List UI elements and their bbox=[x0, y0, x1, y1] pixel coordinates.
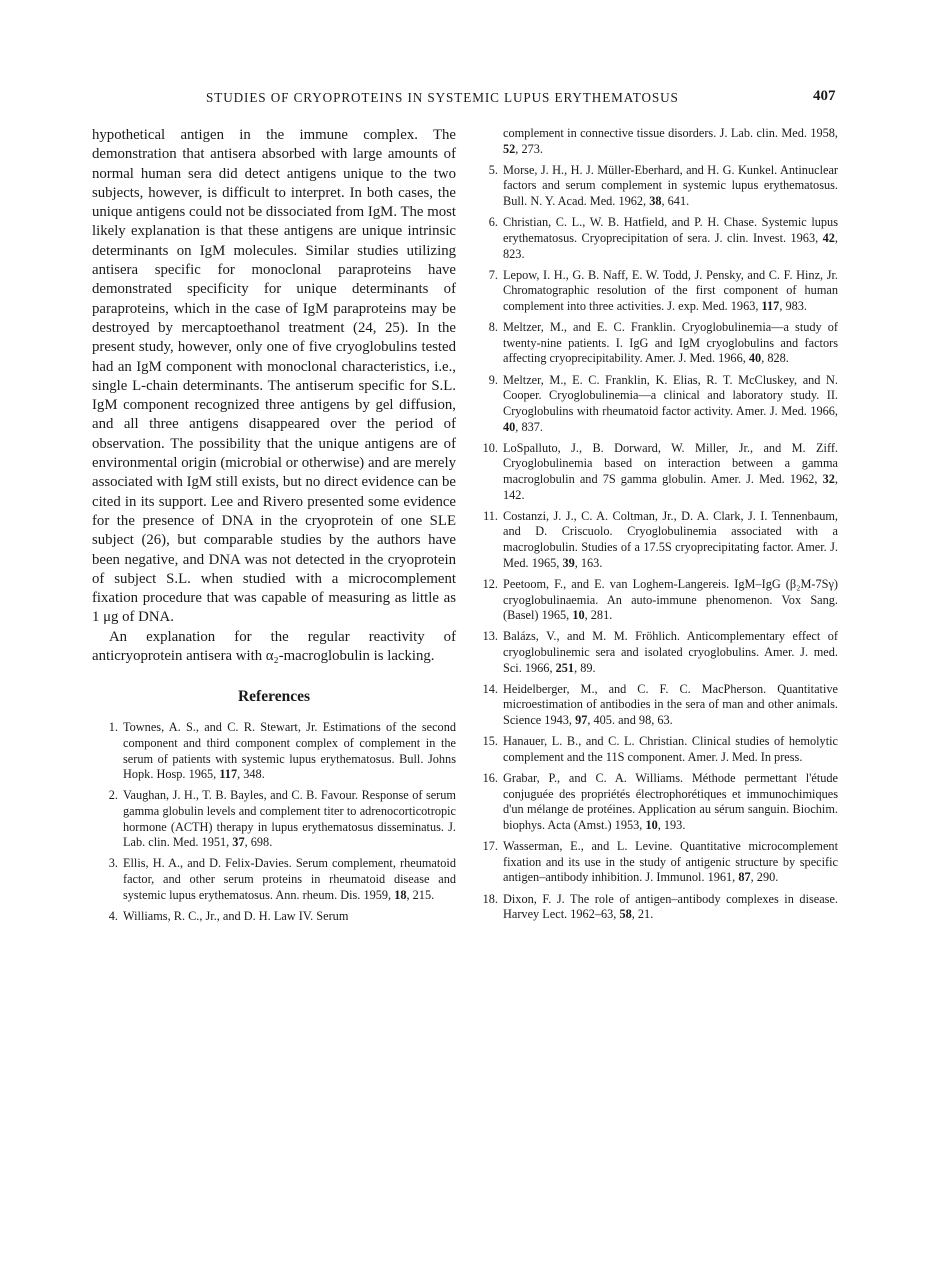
references-heading: References bbox=[237, 688, 310, 706]
reference-item bbox=[472, 892, 838, 923]
reference-number: 17. bbox=[482, 839, 498, 854]
reference-text: LoSpalluto, J., B. Dorward, W. Miller, Jr., and M. Ziff. Cryoglobulinemia based on interaction between a gamma macroglobulin and 7S gamma globulin. Amer. J. Med. 1962, 32, 142. bbox=[503, 440, 838, 502]
reference-text: Meltzer, M., E. C. Franklin, K. Elias, R. T. McCluskey, and N. Cooper. Cryoglobulinemia—a clinical and laboratory study. II. Cryoglobulins with rheumatoid factor activity. Amer. J. Med. 1966, 40, 837. bbox=[503, 372, 838, 434]
reference-text: Christian, C. L., W. B. Hatfield, and P. H. Chase. Systemic lupus erythematosus. Cryoprecipitation of sera. J. clin. Invest. 1963, 42, 823. bbox=[503, 215, 838, 261]
reference-number: 5. bbox=[488, 162, 498, 177]
reference-item bbox=[472, 268, 838, 315]
reference-item bbox=[92, 720, 456, 782]
reference-text: Dixon, F. J. The role of antigen–antibody complexes in disease. Harvey Lect. 1962–63, 58, 21. bbox=[503, 891, 838, 922]
reference-number: 11. bbox=[483, 508, 498, 523]
reference-volume: 37 bbox=[232, 835, 245, 850]
reference-volume: 40 bbox=[503, 419, 516, 434]
reference-item bbox=[472, 373, 838, 435]
reference-volume: 58 bbox=[619, 907, 632, 922]
reference-volume: 32 bbox=[822, 472, 835, 486]
reference-text: Peetoom, F., and E. van Loghem-Langereis. IgM–IgG (β₂M-7Sγ) cryoglobulinaemia. An auto-immune phenomenon. Vox Sang. (Basel) 1965, 10, 281. bbox=[503, 576, 838, 623]
reference-volume: 42 bbox=[822, 230, 835, 245]
reference-text: Williams, R. C., Jr., and D. H. Law IV. Serum bbox=[123, 908, 349, 923]
reference-number: 12. bbox=[482, 576, 498, 591]
reference-volume: 87 bbox=[738, 870, 751, 885]
reference-volume: 39 bbox=[562, 555, 575, 570]
reference-volume: 10 bbox=[645, 818, 658, 832]
reference-text: Wasserman, E., and L. Levine. Quantitative microcomplement fixation and its use in the study of antigenic structure by specific antigen–antibody inhibition. J. Immunol. 1961, 87, 290. bbox=[503, 839, 838, 885]
reference-text: Balázs, V., and M. M. Fröhlich. Anticomplementary effect of cryoglobulinemic sera and isolated cryoglobulins. Amer. J. med. Sci. 1966, 251, 89. bbox=[503, 629, 838, 675]
reference-volume: 18 bbox=[394, 887, 407, 902]
reference-number: 6. bbox=[488, 215, 498, 230]
reference-volume: 40 bbox=[748, 351, 762, 366]
reference-text: Vaughan, J. H., T. B. Bayles, and C. B. Favour. Response of serum gamma globulin levels and complement titer to adrenocorticotropic hormone (ACTH) therapy in lupus erythematosus disseminatus. J. Lab. clin. Med. 1951, 37, 698. bbox=[123, 788, 456, 850]
reference-item bbox=[472, 771, 838, 833]
reference-number: 16. bbox=[482, 771, 498, 786]
reference-item bbox=[472, 509, 838, 571]
reference-item bbox=[472, 320, 838, 367]
reference-number: 10. bbox=[482, 440, 498, 455]
reference-item bbox=[472, 441, 838, 503]
reference-item bbox=[92, 856, 456, 903]
reference-item bbox=[472, 215, 838, 262]
reference-item bbox=[472, 839, 838, 886]
reference-number: 18. bbox=[482, 891, 498, 906]
right-column bbox=[472, 126, 838, 929]
body-paragraph: An explanation for the regular reactivity of anticryoprotein antisera with α₂-macroglobulin is lacking. bbox=[92, 628, 456, 665]
reference-volume: 97 bbox=[575, 713, 588, 728]
reference-text: Morse, J. H., H. J. Müller-Eberhard, and H. G. Kunkel. Antinuclear factors and serum complement in systemic lupus erythematosus. Bull. N. Y. Acad. Med. 1962, 38, 641. bbox=[503, 162, 838, 209]
reference-text: Ellis, H. A., and D. Felix-Davies. Serum complement, rheumatoid factor, and other serum proteins in rheumatoid disease and systemic lupus erythematosus. Ann. rheum. Dis. 1959, 18, 215. bbox=[123, 856, 456, 902]
reference-item bbox=[472, 577, 838, 624]
reference-list bbox=[92, 720, 456, 924]
running-head: STUDIES OF CRYOPROTEINS IN SYSTEMIC LUPUS ERYTHEMATOSUS bbox=[206, 90, 679, 105]
body-paragraph: hypothetical antigen in the immune complex. The demonstration that antisera absorbed with large amounts of normal human sera did detect antigens unique to the two subjects, however, is difficult to interpret. In both cases, the unique antigens could not be dissociated from IgM. The most likely explanation is that these antigens are unique intrinsic determinants on IgM molecules. Similar studies utilizing antisera specific for monoclonal paraproteins have demonstrated specificity for unique determinants of paraproteins, which in the case of IgM paraproteins may be destroyed by mercaptoethanol treatment (24, 25). In the present study, however, only one of five cryoglobulins tested had an IgM component with monoclonal characteristics, i.e., single L-chain determinants. The antiserum specific for S.L. IgM component recognized three antigens by gel diffusion, and all three antigens disappeared over the period of observation. The possibility that the unique antigens are of environmental origin (microbial or otherwise) and are merely associated with IgM still exists, but no direct evidence can be cited in its support. Lee and Rivero presented some evidence for the presence of DNA in the cryoprotein of one SLE subject (26), but comparable studies by the authors have been negative, and DNA was not detected in the cryoprotein of subject S.L. when studied with a microcomplement fixation procedure that was capable of measuring as little as 1 μg of DNA. bbox=[92, 127, 456, 626]
reference-continuation: complement in connective tissue disorders. J. Lab. clin. Med. 1958, 52, 273. bbox=[503, 126, 838, 156]
reference-number: 3. bbox=[108, 856, 118, 871]
reference-number: 15. bbox=[482, 734, 498, 749]
reference-item bbox=[92, 788, 456, 850]
reference-number: 8. bbox=[488, 320, 498, 335]
reference-volume: 10 bbox=[572, 608, 585, 623]
reference-text: Heidelberger, M., and C. F. C. MacPherson. Quantitative microestimation of antibodies in the sera of man and other animals. Science 1943, 97, 405. and 98, 63. bbox=[503, 681, 838, 728]
reference-number: 14. bbox=[482, 681, 498, 696]
reference-number: 9. bbox=[488, 372, 498, 387]
reference-item bbox=[92, 909, 456, 925]
reference-number: 4. bbox=[108, 908, 118, 923]
reference-text: Lepow, I. H., G. B. Naff, E. W. Todd, J. Pensky, and C. F. Hinz, Jr. Chromatographic resolution of the first component of human complement into three activities. J. exp. Med. 1963, 117, 983. bbox=[503, 267, 838, 313]
reference-volume: 117 bbox=[761, 299, 780, 313]
reference-text: Costanzi, J. J., C. A. Coltman, Jr., D. A. Clark, J. I. Tennenbaum, and D. Criscuolo. Cryoglobulinemia associated with a macroglobulin. Studies of a 17.5S cryoprecipitating factor. Amer. J. Med. 1965, 39, 163. bbox=[503, 508, 838, 570]
left-column bbox=[92, 126, 456, 930]
reference-text: Grabar, P., and C. A. Williams. Méthode permettant l'étude conjuguée des propriétés électrophorétiques et immunochimiques d'un mélange de protéines. Application au sérum sanguin. Biochim. biophys. Acta (Amst.) 1953, 10, 193. bbox=[503, 771, 838, 832]
reference-number: 1. bbox=[108, 720, 118, 735]
reference-number: 7. bbox=[488, 267, 498, 282]
reference-text: Townes, A. S., and C. R. Stewart, Jr. Estimations of the second component and third component complex of complement in the serum of patients with systemic lupus erythematosus. Bull. Johns Hopk. Hosp. 1965, 117, 348. bbox=[123, 720, 456, 782]
reference-number: 13. bbox=[482, 629, 498, 644]
page-number: 407 bbox=[813, 88, 836, 104]
reference-volume: 38 bbox=[649, 194, 662, 209]
reference-number: 2. bbox=[108, 788, 118, 803]
reference-item bbox=[472, 163, 838, 210]
reference-volume: 251 bbox=[555, 660, 575, 675]
reference-item bbox=[472, 629, 838, 676]
reference-item bbox=[472, 734, 838, 765]
reference-text: Hanauer, L. B., and C. L. Christian. Clinical studies of hemolytic complement and the 11S component. Amer. J. Med. In press. bbox=[503, 734, 838, 764]
reference-item bbox=[472, 682, 838, 729]
reference-list bbox=[472, 163, 838, 923]
reference-volume: 117 bbox=[219, 767, 238, 782]
reference-text: Meltzer, M., and E. C. Franklin. Cryoglobulinemia—a study of twenty-nine patients. I. IgG and IgM cryoglobulins and factors affecting cryoprecipitability. Amer. J. Med. 1966, 40, 828. bbox=[503, 320, 838, 366]
